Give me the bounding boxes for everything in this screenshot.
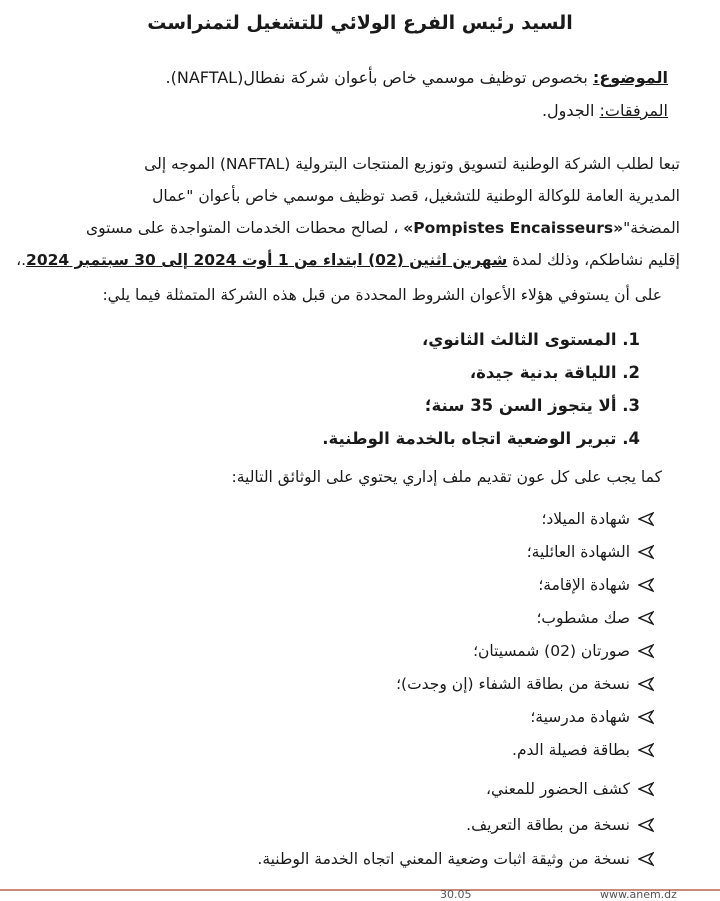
paragraph-line-4-b: شهرين اثنين (02) ابتداء من 1 أوت 2024 إلى 30 سبتمبر 2024 xyxy=(26,251,508,269)
document-label: الشهادة العائلية؛ xyxy=(526,543,630,561)
paragraph-line-4 xyxy=(16,244,680,276)
intro-paragraph xyxy=(16,148,680,276)
condition-item: 2. اللياقة بدنية جيدة، xyxy=(469,363,640,382)
arrow-bullet-icon xyxy=(638,511,654,527)
arrow-bullet-icon xyxy=(638,742,654,758)
paragraph-line-2: المديرية العامة للوكالة الوطنية للتشغيل، قصد توظيف موسمي خاص بأعوان "عمال xyxy=(152,187,680,205)
paragraph-line-4-a: إقليم نشاطكم، وذلك لمدة xyxy=(507,251,680,269)
document-label: صك مشطوب؛ xyxy=(536,609,630,627)
document-label: شهادة الميلاد؛ xyxy=(541,510,630,528)
document-item xyxy=(466,816,654,834)
arrow-bullet-icon xyxy=(638,610,654,626)
document-item xyxy=(541,510,654,528)
paragraph-line-3-c: ، لصالح محطات الخدمات المتواجدة على مستوى xyxy=(85,219,404,237)
conditions-intro: على أن يستوفي هؤلاء الأعوان الشروط المحددة من قبل هذه الشركة المتمثلة فيما يلي: xyxy=(102,286,662,304)
arrow-bullet-icon xyxy=(638,676,654,692)
document-item xyxy=(473,642,654,660)
footer-left-text: 30.05 xyxy=(440,888,472,901)
document-label: بطاقة فصيلة الدم. xyxy=(512,741,630,759)
condition-item: 3. ألا يتجوز السن 35 سنة؛ xyxy=(424,396,640,415)
document-item xyxy=(257,850,654,868)
arrow-bullet-icon xyxy=(638,851,654,867)
arrow-bullet-icon xyxy=(638,709,654,725)
condition-item: 1. المستوى الثالث الثانوي، xyxy=(421,330,640,349)
document-item xyxy=(530,708,654,726)
arrow-bullet-icon xyxy=(638,577,654,593)
subject-text: بخصوص توظيف موسمي خاص بأعوان شركة نفطال(NAFTAL). xyxy=(165,68,593,87)
document-item xyxy=(538,576,654,594)
document-item xyxy=(536,609,654,627)
documents-intro: كما يجب على كل عون تقديم ملف إداري يحتوي على الوثائق التالية: xyxy=(231,468,662,486)
arrow-bullet-icon xyxy=(638,781,654,797)
arrow-bullet-icon xyxy=(638,817,654,833)
subject-line xyxy=(166,68,668,87)
paragraph-line-3-a: المضخة" xyxy=(623,219,680,237)
document-label: شهادة الإقامة؛ xyxy=(538,576,630,594)
arrow-bullet-icon xyxy=(638,643,654,659)
document-label: نسخة من بطاقة التعريف. xyxy=(466,816,630,834)
arrow-bullet-icon xyxy=(638,544,654,560)
document-label: نسخة من بطاقة الشفاء (إن وجدت)؛ xyxy=(396,675,630,693)
attachments-text: الجدول. xyxy=(541,101,600,120)
attachments-label: المرفقات: xyxy=(599,101,668,120)
subject-label: الموضوع: xyxy=(592,68,668,87)
document-item xyxy=(512,741,654,759)
document-label: نسخة من وثيقة اثبات وضعية المعني اتجاه الخدمة الوطنية. xyxy=(257,850,630,868)
paragraph-line-3 xyxy=(40,212,680,244)
document-label: كشف الحضور للمعني، xyxy=(486,780,630,798)
document-item xyxy=(396,675,654,693)
attachments-line xyxy=(542,101,668,120)
paragraph-line-1: تبعا لطلب الشركة الوطنية لتسويق وتوزيع المنتجات البترولية (NAFTAL) الموجه إلى xyxy=(144,155,680,173)
document-label: صورتان (02) شمسيتان؛ xyxy=(473,642,630,660)
document-label: شهادة مدرسية؛ xyxy=(530,708,630,726)
letter-title: السيد رئيس الفرع الولائي للتشغيل لتمنراست xyxy=(147,12,573,34)
paragraph-line-3-b: «Pompistes Encaisseurs» xyxy=(403,219,624,237)
condition-item: 4. تبرير الوضعية اتجاه بالخدمة الوطنية. xyxy=(322,429,640,448)
document-item xyxy=(486,780,654,798)
footer-right-text: www.anem.dz xyxy=(600,888,677,901)
paragraph-line-4-c: .، xyxy=(16,251,27,269)
document-item xyxy=(527,543,654,561)
